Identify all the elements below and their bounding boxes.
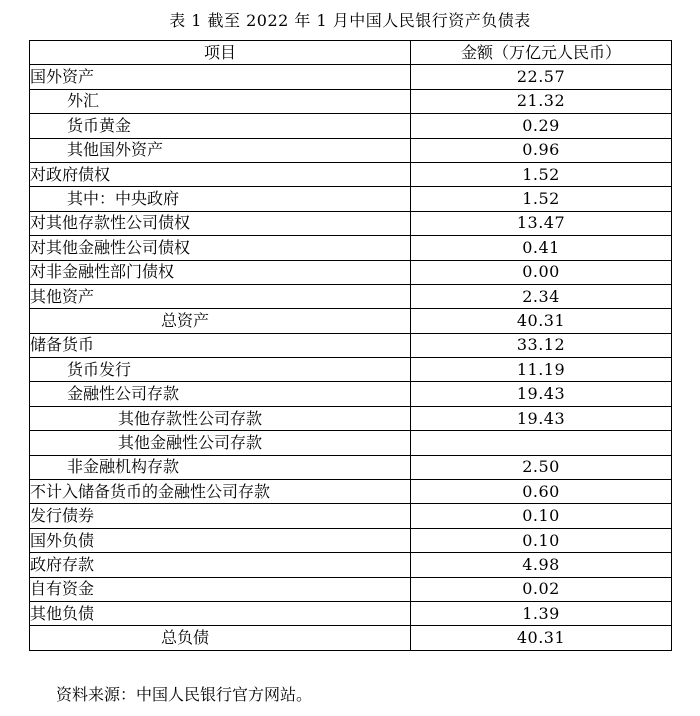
table-row: [30, 333, 672, 357]
row-amount: 2.50: [411, 455, 672, 479]
header-row: [30, 41, 672, 65]
table-row: [30, 89, 672, 113]
table-row: [30, 455, 672, 479]
total-liabilities-label: 总负债: [30, 626, 411, 650]
row-amount: 0.10: [411, 504, 672, 528]
source-note: 资料来源：中国人民银行官方网站。: [56, 685, 313, 704]
row-item: 对非金融性部门债权: [30, 260, 411, 284]
row-amount: 0.60: [411, 480, 672, 504]
table-row: [30, 236, 672, 260]
row-item: 金融性公司存款: [30, 382, 411, 406]
table-row: [30, 382, 672, 406]
header-item: 项目: [30, 41, 411, 65]
row-amount: 0.02: [411, 577, 672, 601]
table-row: [30, 577, 672, 601]
header-amount: 金额（万亿元人民币）: [411, 41, 672, 65]
table-row: [30, 284, 672, 308]
row-item: 其中：中央政府: [30, 187, 411, 211]
row-amount: 0.96: [411, 138, 672, 162]
row-item: 不计入储备货币的金融性公司存款: [30, 480, 411, 504]
table-row: [30, 553, 672, 577]
table-row: [30, 65, 672, 89]
table-row: [30, 358, 672, 382]
row-item: 国外负债: [30, 528, 411, 552]
row-item: 其他国外资产: [30, 138, 411, 162]
row-item: 其他资产: [30, 284, 411, 308]
row-item: 对其他金融性公司债权: [30, 236, 411, 260]
row-amount: 4.98: [411, 553, 672, 577]
total-liabilities-amount: 40.31: [411, 626, 672, 650]
row-item: 货币发行: [30, 358, 411, 382]
balance-sheet-table: [29, 40, 672, 651]
row-item: 自有资金: [30, 577, 411, 601]
row-amount: 0.00: [411, 260, 672, 284]
table-row: [30, 187, 672, 211]
table-caption: 表 1 截至 2022 年 1 月中国人民银行资产负债表: [169, 11, 531, 30]
row-item: 发行债券: [30, 504, 411, 528]
row-item: 对其他存款性公司债权: [30, 211, 411, 235]
row-item: 对政府债权: [30, 162, 411, 186]
table-row: [30, 114, 672, 138]
row-item: 其他存款性公司存款: [30, 406, 411, 430]
row-amount: 0.29: [411, 114, 672, 138]
row-amount: 1.52: [411, 187, 672, 211]
table-row: [30, 406, 672, 430]
row-item: 非金融机构存款: [30, 455, 411, 479]
row-amount: 19.43: [411, 382, 672, 406]
total-row: [30, 309, 672, 333]
row-item: 储备货币: [30, 333, 411, 357]
row-amount: 21.32: [411, 89, 672, 113]
total-row: [30, 626, 672, 650]
row-item: 其他负债: [30, 601, 411, 625]
row-item: 外汇: [30, 89, 411, 113]
total-assets-label: 总资产: [30, 309, 411, 333]
row-item: 国外资产: [30, 65, 411, 89]
row-item: 政府存款: [30, 553, 411, 577]
row-amount: 1.39: [411, 601, 672, 625]
row-item: 其他金融性公司存款: [30, 431, 411, 455]
row-amount: 19.43: [411, 406, 672, 430]
table-row: [30, 528, 672, 552]
table-row: [30, 504, 672, 528]
row-amount: 33.12: [411, 333, 672, 357]
row-amount: 0.41: [411, 236, 672, 260]
row-amount: [411, 431, 672, 455]
table-row: [30, 480, 672, 504]
row-amount: 11.19: [411, 358, 672, 382]
table-row: [30, 431, 672, 455]
row-amount: 1.52: [411, 162, 672, 186]
table-row: [30, 138, 672, 162]
table-row: [30, 211, 672, 235]
row-item: 货币黄金: [30, 114, 411, 138]
table-row: [30, 260, 672, 284]
total-assets-amount: 40.31: [411, 309, 672, 333]
row-amount: 2.34: [411, 284, 672, 308]
row-amount: 13.47: [411, 211, 672, 235]
table-row: [30, 162, 672, 186]
table-row: [30, 601, 672, 625]
row-amount: 0.10: [411, 528, 672, 552]
row-amount: 22.57: [411, 65, 672, 89]
